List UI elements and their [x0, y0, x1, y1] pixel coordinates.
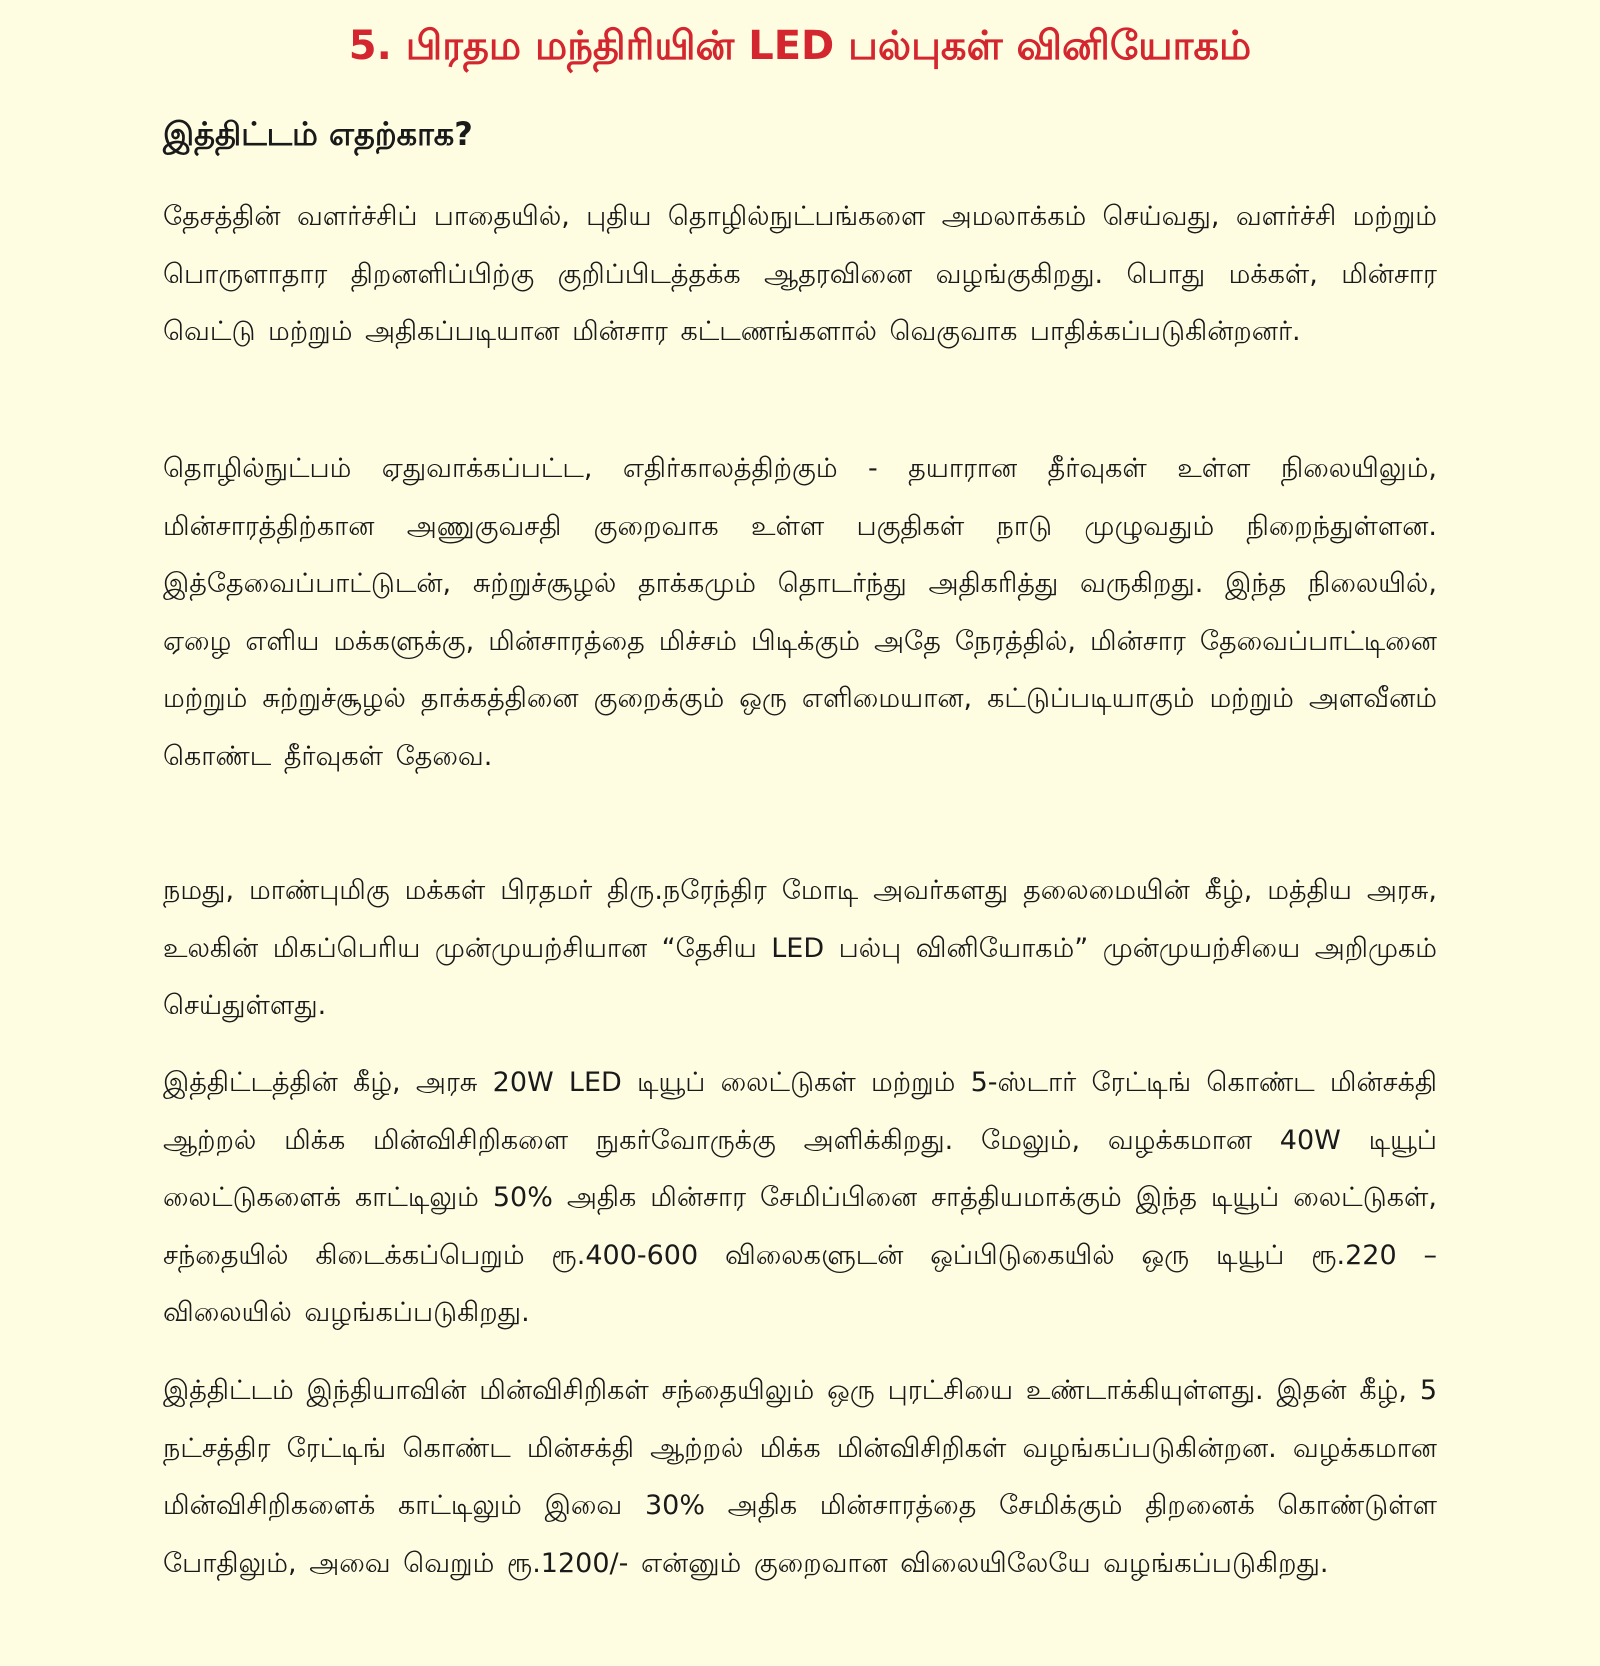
paragraph-4: இத்திட்டத்தின் கீழ், அரசு 20W LED டியூப் லைட்டுகள் மற்றும் 5-ஸ்டார் ரேட்டிங் கொண்ட மின்சக்தி ஆற்றல் மிக்க மின்விசிறிகளை நுகர்வோருக்கு அளிக்கிறது. மேலும், வழக்கமான 40W டியூப் லைட்டுகளைக் காட்டிலும் 50% அதிக மின்சார சேமிப்பினை சாத்தியமாக்கும் இந்த டியூப் லைட்டுகள், சந்தையில் கிடைக்கப்பெறும் ரூ.400-600 விலைகளுடன் ஒப்பிடுகையில் ஒரு டியூப் ரூ.220 – விலையில் வழங்கப்படுகிறது.	[163, 1067, 1437, 1328]
paragraph-5: இத்திட்டம் இந்தியாவின் மின்விசிறிகள் சந்தையிலும் ஒரு புரட்சியை உண்டாக்கியுள்ளது. இதன் கீழ், 5 நட்சத்திர ரேட்டிங் கொண்ட மின்சக்தி ஆற்றல் மிக்க மின்விசிறிகள் வழங்கப்படுகின்றன. வழக்கமான மின்விசிறிகளைக் காட்டிலும் இவை 30% அதிக மின்சாரத்தை சேமிக்கும் திறனைக் கொண்டுள்ள போதிலும், அவை வெறும் ரூ.1200/- என்னும் குறைவான விலையிலேயே வழங்கப்படுகிறது.	[163, 1375, 1437, 1579]
paragraph-2: தொழில்நுட்பம் ஏதுவாக்கப்பட்ட, எதிர்காலத்திற்கும் - தயாரான தீர்வுகள் உள்ள நிலையிலும், மின்சாரத்திற்கான அணுகுவசதி குறைவாக உள்ள பகுதிகள் நாடு முழுவதும் நிறைந்துள்ளன. இத்தேவைப்பாட்டுடன், சுற்றுச்சூழல் தாக்கமும் தொடர்ந்து அதிகரித்து வருகிறது. இந்த நிலையில், ஏழை எளிய மக்களுக்கு, மின்சாரத்தை மிச்சம் பிடிக்கும் அதே நேரத்தில், மின்சார தேவைப்பாட்டினை மற்றும் சுற்றுச்சூழல் தாக்கத்தினை குறைக்கும் ஒரு எளிமையான, கட்டுப்படியாகும் மற்றும் அளவீனம் கொண்ட தீர்வுகள் தேவை.	[163, 453, 1437, 772]
section-heading: இத்திட்டம் எதற்காக?	[163, 115, 473, 153]
paragraph-3: நமது, மாண்புமிகு மக்கள் பிரதமர் திரு.நரேந்திர மோடி அவர்களது தலைமையின் கீழ், மத்திய அரசு, உலகின் மிகப்பெரிய முன்முயற்சியான “தேசிய LED பல்பு வினியோகம்” முன்முயற்சியை அறிமுகம் செய்துள்ளது.	[163, 875, 1437, 1021]
page-title: 5. பிரதம மந்திரியின் LED பல்புகள் வினியோகம்	[348, 23, 1252, 69]
paragraph-1: தேசத்தின் வளர்ச்சிப் பாதையில், புதிய தொழில்நுட்பங்களை அமலாக்கம் செய்வது, வளர்ச்சி மற்றும் பொருளாதார திறனளிப்பிற்கு குறிப்பிடத்தக்க ஆதரவினை வழங்குகிறது. பொது மக்கள், மின்சார வெட்டு மற்றும் அதிகப்படியான மின்சார கட்டணங்களால் வெகுவாக பாதிக்கப்படுகின்றனர்.	[163, 201, 1437, 347]
